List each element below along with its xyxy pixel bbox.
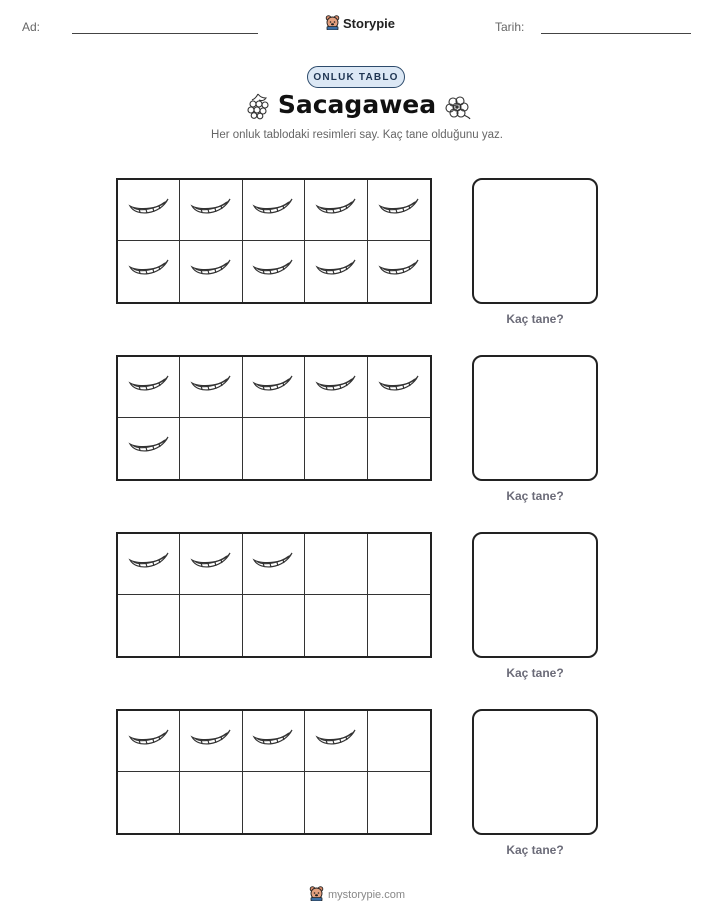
- canoe-icon: [127, 372, 171, 403]
- ten-frame-cell: [180, 241, 242, 302]
- ten-frame-cell: [180, 180, 242, 241]
- ten-frame-cell: [305, 418, 367, 479]
- flower-icon: [442, 93, 472, 126]
- ten-frame-cell: [243, 241, 305, 302]
- canoe-icon: [314, 256, 358, 287]
- canoe-icon: [251, 256, 295, 287]
- ten-frame-cell: [118, 241, 180, 302]
- canoe-icon: [127, 726, 171, 757]
- name-label: Ad:: [22, 20, 41, 34]
- ten-frame-cell: [243, 418, 305, 479]
- ten-frame: [116, 532, 432, 658]
- ten-frame-cell: [305, 534, 367, 595]
- canoe-icon: [189, 726, 233, 757]
- ten-frame-cell: [118, 595, 180, 656]
- ten-frame-cell: [180, 711, 242, 772]
- footer-url: mystorypie.com: [327, 888, 406, 901]
- ten-frame-cell: [368, 241, 430, 302]
- canoe-icon: [377, 372, 421, 403]
- ten-frame-cell: [368, 595, 430, 656]
- ten-frame-cell: [180, 595, 242, 656]
- name-line[interactable]: [72, 33, 258, 34]
- canoe-icon: [251, 549, 295, 580]
- canoe-icon: [127, 195, 171, 226]
- ten-frame-cell: [305, 357, 367, 418]
- answer-box[interactable]: [472, 709, 598, 835]
- ten-frame-cell: [305, 241, 367, 302]
- canoe-icon: [377, 256, 421, 287]
- answer-prompt: Kaç tane?: [506, 489, 564, 503]
- worksheet-type-badge: ONLUK TABLO: [307, 66, 405, 88]
- ten-frame-cell: [180, 418, 242, 479]
- canoe-icon: [189, 549, 233, 580]
- ten-frame-cell: [243, 180, 305, 241]
- canoe-icon: [314, 726, 358, 757]
- canoe-icon: [127, 256, 171, 287]
- ten-frame-cell: [243, 772, 305, 833]
- instructions: Her onluk tablodaki resimleri say. Kaç tane olduğunu yaz.: [211, 129, 503, 141]
- ten-frame-cell: [180, 357, 242, 418]
- ten-frame-cell: [243, 534, 305, 595]
- bear-logo-icon: [325, 14, 340, 33]
- ten-frame-cell: [368, 711, 430, 772]
- answer-prompt: Kaç tane?: [506, 666, 564, 680]
- canoe-icon: [127, 549, 171, 580]
- brand-name: Storypie: [343, 16, 396, 31]
- canoe-icon: [189, 256, 233, 287]
- ten-frame-cell: [368, 180, 430, 241]
- answer-box[interactable]: [472, 178, 598, 304]
- ten-frame-cell: [368, 357, 430, 418]
- ten-frame-cell: [305, 595, 367, 656]
- ten-frame-cell: [118, 772, 180, 833]
- ten-frame-cell: [118, 534, 180, 595]
- answer-prompt: Kaç tane?: [506, 843, 564, 857]
- ten-frame-cell: [368, 772, 430, 833]
- ten-frame-cell: [243, 711, 305, 772]
- page-title: Sacagawea: [277, 90, 437, 119]
- ten-frame-cell: [118, 357, 180, 418]
- canoe-icon: [314, 372, 358, 403]
- ten-frame-cell: [368, 418, 430, 479]
- ten-frame: [116, 178, 432, 304]
- ten-frame-cell: [305, 180, 367, 241]
- canoe-icon: [314, 195, 358, 226]
- answer-prompt: Kaç tane?: [506, 312, 564, 326]
- ten-frame-cell: [180, 534, 242, 595]
- answer-box[interactable]: [472, 355, 598, 481]
- ten-frame: [116, 355, 432, 481]
- ten-frame-cell: [243, 595, 305, 656]
- ten-frame-cell: [243, 357, 305, 418]
- answer-box[interactable]: [472, 532, 598, 658]
- ten-frame: [116, 709, 432, 835]
- ten-frame-cell: [368, 534, 430, 595]
- ten-frame-cell: [118, 711, 180, 772]
- bear-logo-icon: [309, 885, 324, 904]
- canoe-icon: [251, 195, 295, 226]
- canoe-icon: [251, 726, 295, 757]
- ten-frame-cell: [305, 711, 367, 772]
- footer: [0, 885, 714, 904]
- canoe-icon: [377, 195, 421, 226]
- ten-frame-cell: [118, 418, 180, 479]
- date-label: Tarih:: [495, 20, 525, 34]
- date-line[interactable]: [541, 33, 691, 34]
- ten-frame-cell: [118, 180, 180, 241]
- canoe-icon: [189, 195, 233, 226]
- canoe-icon: [251, 372, 295, 403]
- canoe-icon: [189, 372, 233, 403]
- brand-logo: [325, 14, 395, 33]
- ten-frame-cell: [180, 772, 242, 833]
- canoe-icon: [127, 433, 171, 464]
- ten-frame-cell: [305, 772, 367, 833]
